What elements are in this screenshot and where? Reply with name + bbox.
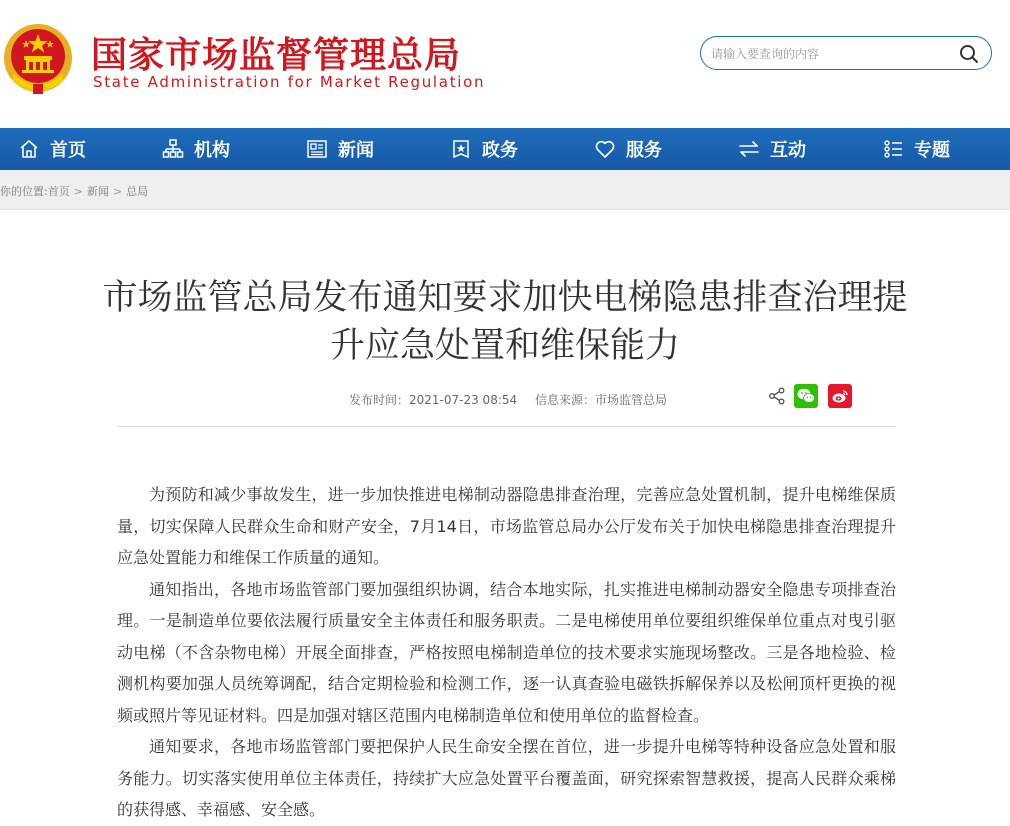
- site-header: [0, 0, 1010, 128]
- breadcrumb-prefix: 你的位置:: [0, 185, 48, 198]
- article-paragraph: 为预防和减少事故发生，进一步加快推进电梯制动器隐患排查治理，完善应急处置机制，提升电梯维保质量，切实保障人民群众生命和财产安全，7月14日，市场监管总局办公厅发布关于加快电梯隐患排查治理提升应急处置能力和维保工作质量的通知。: [117, 485, 896, 567]
- news-icon: [306, 138, 328, 160]
- breadcrumb-link-news[interactable]: 新闻: [86, 185, 109, 198]
- main-nav: [0, 128, 1010, 170]
- government-icon: [450, 138, 472, 160]
- nav-item-label: 服务: [626, 140, 662, 161]
- home-icon: [18, 138, 40, 160]
- info-source: 信息来源：市场监管总局: [534, 393, 667, 407]
- breadcrumb: [0, 183, 148, 199]
- article-body: [117, 479, 896, 826]
- nav-item-services[interactable]: [594, 128, 662, 170]
- search-icon[interactable]: [959, 44, 979, 64]
- share-icon[interactable]: [768, 387, 786, 405]
- exchange-icon: [738, 138, 760, 160]
- nav-item-news[interactable]: [306, 128, 374, 170]
- nav-item-label: 机构: [194, 140, 230, 161]
- search-input[interactable]: [711, 43, 951, 65]
- article-paragraph: 通知指出，各地市场监管部门要加强组织协调，结合本地实际，扎实推进电梯制动器安全隐患专项排查治理。一是制造单位要依法履行质量安全主体责任和服务职责。二是电梯使用单位要组织维保单位重点对曳引驱动电梯（不含杂物电梯）开展全面排查，严格按照电梯制造单位的技术要求实施现场整改。三是各地检验、检测机构要加强人员统筹调配，结合定期检验和检测工作，逐一认真查验电磁铁拆解保养以及松闸顶杆更换的视频或照片等见证材料。四是加强对辖区范围内电梯制造单位和使用单位的监督检查。: [117, 579, 896, 725]
- publish-time: 发布时间：2021-07-23 08:54: [349, 393, 518, 407]
- breadcrumb-separator: >: [112, 185, 123, 198]
- title-divider: [117, 426, 896, 427]
- topic-icon: [882, 138, 904, 160]
- wechat-share-icon[interactable]: [794, 384, 818, 408]
- article-paragraph: 通知要求，各地市场监管部门要把保护人民生命安全摆在首位，进一步提升电梯等特种设备应急处置和服务能力。切实落实使用单位主体责任，持续扩大应急处置平台覆盖面，研究探索智慧救援，提高人民群众乘梯的获得感、幸福感、安全感。: [117, 737, 896, 819]
- share-bar: [768, 384, 852, 408]
- site-logo-chinese[interactable]: 国家市场监督管理总局: [91, 35, 462, 76]
- breadcrumb-bar: [0, 170, 1010, 210]
- breadcrumb-separator: >: [73, 185, 83, 198]
- search-box: [700, 36, 992, 70]
- article-title: 市场监管总局发布通知要求加快电梯隐患排查治理提升应急处置和维保能力: [102, 278, 908, 366]
- heart-icon: [594, 138, 616, 160]
- nav-item-label: 首页: [50, 140, 86, 161]
- nav-item-organization[interactable]: [162, 128, 230, 170]
- nav-item-government-affairs[interactable]: [450, 128, 518, 170]
- article-meta: [349, 391, 681, 408]
- nav-item-topics[interactable]: [882, 128, 950, 170]
- nav-item-label: 专题: [914, 140, 950, 161]
- nav-item-label: 新闻: [338, 140, 374, 161]
- nav-item-label: 政务: [482, 140, 518, 161]
- weibo-share-icon[interactable]: [828, 384, 852, 408]
- breadcrumb-link-headquarters[interactable]: 总局: [126, 185, 149, 198]
- org-icon: [162, 138, 184, 160]
- nav-item-home[interactable]: [18, 128, 86, 170]
- breadcrumb-link-home[interactable]: 首页: [47, 185, 70, 198]
- site-logo-english[interactable]: State Administration for Market Regulation: [93, 73, 486, 91]
- nav-item-interaction[interactable]: [738, 128, 806, 170]
- national-emblem-icon[interactable]: [2, 18, 74, 98]
- nav-item-label: 互动: [770, 140, 806, 161]
